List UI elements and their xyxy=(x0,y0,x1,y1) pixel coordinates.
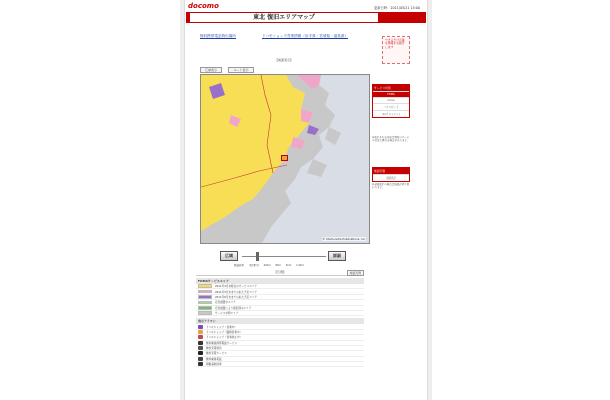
legend-marker-icon xyxy=(198,351,203,355)
area-color-swatch xyxy=(198,290,212,294)
legend-caption: 【凡例】 xyxy=(273,270,286,274)
wide-view-button[interactable]: 広域表示 xyxy=(200,67,222,73)
zoom-in-button[interactable]: 詳細 xyxy=(328,251,346,261)
zoom-level-label: 1.5km xyxy=(296,264,304,267)
docomo-shop-icon[interactable] xyxy=(281,155,288,161)
foma-area-heading: FOMAサービスエリア xyxy=(196,278,364,284)
legend-row xyxy=(196,362,364,367)
area-color-swatch xyxy=(198,301,212,305)
legend-button[interactable]: 地図凡例 xyxy=(347,270,364,276)
zoom-level-label: 20km xyxy=(263,264,271,267)
legend-label: 無料衛星電話 xyxy=(206,357,222,361)
legend-label: 無料衛星携帯電話サービス xyxy=(206,341,238,345)
legend-marker-icon xyxy=(198,362,203,366)
page-title: 東北 復旧エリアマップ xyxy=(190,13,378,22)
service-switch-heading: サービス切替 xyxy=(373,85,409,91)
nationwide-button[interactable]: 全国表示 xyxy=(373,174,409,181)
zoom-level-label: 都道府県 xyxy=(234,264,245,267)
service-item-foma[interactable]: FOMA xyxy=(373,91,409,97)
zoom-level-labels xyxy=(234,263,304,267)
docomo-logo: docomo xyxy=(188,2,219,10)
legend-label: 2011年5月末までの拡大予定エリア xyxy=(215,290,257,294)
updated-time: 更新日時：2011/05/21 15:00 xyxy=(373,6,420,10)
legend-label: 応急措置により復旧済みエリア xyxy=(215,306,252,310)
zoom-slider[interactable] xyxy=(242,256,326,257)
legend-label: ドコモショップ（営業休止中） xyxy=(206,336,243,340)
legend-label: 2011年6月末までの拡大予定エリア xyxy=(215,295,257,299)
legend-label: 応急措置中エリア xyxy=(215,301,236,305)
legend-marker-icon xyxy=(198,341,203,345)
notice-box: できるだけ正確な情報をお届けします xyxy=(382,36,410,64)
service-item-mova[interactable]: mova xyxy=(373,97,409,103)
legend xyxy=(196,270,364,367)
legend-label: ドコモショップ（臨時営業中） xyxy=(206,330,243,334)
description-line xyxy=(200,41,370,45)
icon-legend-heading: 表示アイコン xyxy=(196,318,364,324)
legend-label: 無料充電サービス xyxy=(206,352,227,356)
zoom-handle[interactable] xyxy=(256,252,259,261)
map-switch-heading: 地図切替 xyxy=(373,168,409,174)
zoom-control xyxy=(220,251,350,263)
legend-label: ドコモショップ（営業中） xyxy=(206,325,237,329)
area-color-swatch xyxy=(198,306,212,310)
legend-marker-icon xyxy=(198,335,203,339)
legend-marker-icon xyxy=(198,346,203,350)
area-color-swatch xyxy=(198,295,212,299)
legend-label: 無料充電場所 xyxy=(206,347,222,351)
legend-label: 2011年4月末時点のサービスエリア xyxy=(215,285,257,289)
map-switch-note: ※全国表示の場合は地図が切り替わります。 xyxy=(372,183,410,190)
legend-row xyxy=(196,311,364,316)
service-switch-panel xyxy=(372,84,410,118)
area-color-swatch xyxy=(198,284,212,288)
foma-legend-list xyxy=(196,284,364,316)
service-item-highspeed[interactable]: ハイスピード xyxy=(373,103,409,110)
area-map[interactable] xyxy=(200,74,370,244)
zoom-level-label: 市区町村 xyxy=(248,264,259,267)
legend-label: 移動基地局車 xyxy=(206,363,222,367)
zoom-level-label: 4km xyxy=(285,264,292,267)
map-credit: © Shobunsha Publications, Inc. xyxy=(322,237,366,241)
legend-marker-icon xyxy=(198,357,203,361)
description-text xyxy=(200,41,370,45)
map-caption: 【地図表示】 xyxy=(275,58,294,62)
free-phone-link[interactable]: 無料携帯電話貸出場所 xyxy=(200,34,236,38)
zoom-out-button[interactable]: 広域 xyxy=(220,251,238,261)
area-color-swatch xyxy=(198,311,212,315)
legend-label: サービス中断エリア xyxy=(215,312,239,316)
icon-legend-list xyxy=(196,324,364,367)
service-note: ※表示される内容は実際のサービス状況と異なる場合があります。 xyxy=(372,136,410,143)
service-item-xi[interactable]: Xi(クロッシィ) xyxy=(373,110,409,117)
legend-header xyxy=(196,270,364,276)
legend-marker-icon xyxy=(198,330,203,334)
map-switch-panel xyxy=(372,167,410,182)
legend-marker-icon xyxy=(198,325,203,329)
docomo-shop-link[interactable]: ドコモショップ営業情報（岩手県・宮城県・福島県） xyxy=(262,34,349,38)
zoom-level-label: 8km xyxy=(275,264,281,267)
route-view-button[interactable]: ルート表示 xyxy=(228,67,254,73)
